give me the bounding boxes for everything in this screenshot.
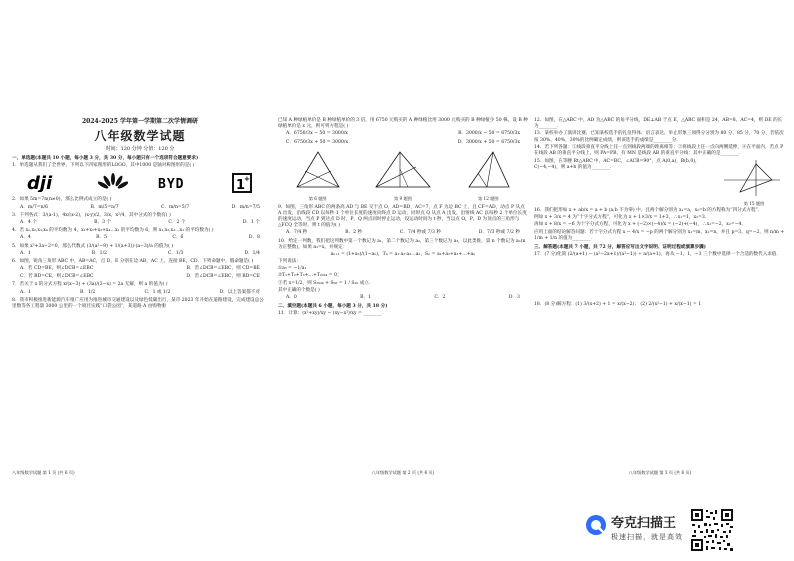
option-b: B．若∠DCB=∠EBC，则 CD=BE <box>186 266 260 272</box>
exam-page-2 <box>278 0 528 561</box>
question-16-example-2: 再如 x + 8/x = −6 为十字分式方程，可化为 x + (−2)×(−4)/x = (−2)+(−4)，∴x₁=−2，x₂=−4． <box>534 222 746 228</box>
question-5-options <box>12 251 268 257</box>
option-c: C．6 <box>172 235 184 241</box>
answer-space-17 <box>534 259 786 301</box>
question-3-options <box>12 220 268 226</box>
option-a: A．7/4 秒 <box>286 230 308 236</box>
question-11: 11．计算：(x²+xy)/xy − (xy−x²)/xy = ________． <box>278 311 387 317</box>
option-d: D．7/3 秒或 7/2 秒 <box>478 230 520 236</box>
oneplus-logo-icon <box>231 172 253 194</box>
triangle-figure-12-icon <box>463 149 513 193</box>
question-5: 5．如果 x²+3a−2=0，那么代数式 (3/(a²−9) + 1/(a+3))·(a−3)/a 的值为( ) <box>12 243 174 249</box>
figure-15-caption: 第 15 题图 <box>743 201 765 207</box>
question-8: 8．我市积极推进新能源汽车推广应用为推进城市交通建设以及绿色低碳出行，某市 2023 年开始在道路建设，完成建设总公里数等各工程量 3000 公里的一个项目实践“口袋公园”，某道路 A 由购物驱 <box>12 297 264 310</box>
question-15: 15．如图，在等腰 Rt△ABC 中，AC=BC，∠ACB=90°，点 A(0,a)，B(b,0)，C(−4,−4)，则 a+b 的值为________． <box>534 159 700 171</box>
figure-15 <box>722 158 786 207</box>
option-c: C．7/4 秒或 7/3 秒 <box>399 230 441 236</box>
option-d: D．3 <box>508 295 520 301</box>
question-10-options <box>278 295 528 301</box>
option-a: A．6750/3x − 50 = 3000/x <box>286 131 348 137</box>
question-16-example-1: 例如 x + 3/x = 4 为“十字分式方程”，可化为 x + 1×3/x = 1+3，∴x₁=1，x₂=3． <box>534 215 710 221</box>
option-d: D．8 <box>248 235 260 241</box>
svg-text:dji: dji <box>26 174 52 193</box>
page-2-footer: 八年级数学试题 第 2 页 (共 6 页) <box>371 470 435 475</box>
question-4-options <box>12 235 268 241</box>
question-8-options-row2 <box>278 140 528 146</box>
option-a: A．若 CD=BE，则∠DCB=∠EBC <box>20 266 94 272</box>
exam-title: 八年级数学试题 <box>94 129 186 144</box>
section-2-heading: 二、填空题(本题共 6 小题，每小题 3 分，共 18 分) <box>278 304 388 310</box>
figure-9 <box>372 149 434 202</box>
option-c: C．1 或 1/2 <box>144 289 171 295</box>
question-10: 10．给定一列数，我们把这列数中第一个数记为 a₁，第二个数记为 a₂，第三个数记为 a₃，以此类推，第 n 个数记为 aₙ(n 为正整数)，如果 a₁=x，并规定： <box>278 238 526 250</box>
option-d: D．1/4 <box>244 250 260 256</box>
question-14: 14．若下列各题：①线段垂直平分线上任一点到线段两端的距离相等；②将线段上任一点向两侧延伸，④在平面内，若点 P 在线段 AB 的垂直平分线上，则 PA=PB，有 MN 是线段 AB 的垂直平分线：其中正确的是________． <box>534 144 784 156</box>
question-2: 2．如果 5m=7n(n≠0)，那么比例式成立的是( ) <box>12 197 112 203</box>
option-a: A．1 <box>20 289 31 295</box>
option-c: C．1/3 <box>167 250 184 256</box>
option-b: B．3 个 <box>94 219 112 225</box>
option-d: D．以上答案都不对 <box>219 289 260 295</box>
option-d: D．m/n=7/5 <box>231 204 260 210</box>
figure-6 <box>293 149 343 202</box>
question-15-block <box>534 158 786 207</box>
figure-row <box>278 149 528 202</box>
page-3-footer: 八年级数学试题 第 3 页 (共 6 页) <box>628 470 692 475</box>
question-3: 3．下列各式：3/(a-1)，4x/(x-2)，(x-y)/2，3/x，x²/4，其中分式的个数有( ) <box>12 212 171 218</box>
question-10-item-1: ①a₃ = −1/a₁ <box>278 266 307 272</box>
question-16-ask: 应用上面的结论解答问题：若十字分式方程 x − 4/x = −p 的两个解分别为 x₁=m，x₂=n，并且 p=3，q=−2，则 n/m + 1/m + 1/n 的值为________． <box>534 229 785 241</box>
quark-logo-icon <box>585 514 607 536</box>
option-b: B．3000/x − 50 = 6750/3x <box>458 131 520 137</box>
dji-logo-icon <box>27 174 69 192</box>
section-3-heading: 三、解答题(本题共 7 小题，共 72 分，解答应写出文字说明、证明过程或演算步骤) <box>534 244 706 250</box>
question-6-options-row2 <box>12 274 268 280</box>
exam-page-3 <box>534 0 786 561</box>
triangle-figure-6-icon <box>293 149 343 193</box>
option-c: C．2 <box>434 295 446 301</box>
question-10-formula: aₙ₊₁ = (1+aₙ)/(1−aₙ)，Tₙ = a₁·a₂·a₃…aₙ，Sₙ = a₁+a₂+a₃+…+aₙ <box>330 251 476 257</box>
question-10-item-2: ②T₁+T₂+T₃+…+T₂₀₂₄ = 0； <box>278 273 342 279</box>
option-d: D．3000/x + 50 = 6750/3x <box>457 139 520 145</box>
option-b: B．1/2 <box>79 289 96 295</box>
logo-options <box>12 172 268 194</box>
option-c: C．若 BD=CE，则∠DCB=∠EBC <box>20 274 94 280</box>
option-b: B．m/5=n/7 <box>90 204 119 210</box>
option-b: B．1 <box>360 295 372 301</box>
figure-9-caption: 第 9 题图 <box>394 195 412 201</box>
question-9: 9．如图，三角形 ABC 的两条高 AD 与 BE 交于点 O，AD=BD，AC=7，点 F 为边 BC 上，且 CF=AD，动点 P 从点 A 出发，沿线段 CD 以每秒 1 个单位长度的速度向终点 D 运动，同时点 Q 从点 A 出发，沿射线 AC 以每秒 2 个单位长度的速度运动，当点 P 到达点 D 时，P，Q 两点同时停止运动，设运动时间为 t 秒，当以点 O，P，D 为顶点的三角形与△FCQ 全等时，则 t 的值为( ) <box>278 204 527 229</box>
option-c: C．2 个 <box>168 219 186 225</box>
question-6: 6．如图，锐角三角形 ABC 中，AB=AC，点 D，E 分别在边 AB，AC 上，连接 BE，CD．下列命题中，假命题是( ) <box>12 258 254 264</box>
byd-logo-icon <box>158 176 202 190</box>
question-2-options <box>12 205 268 211</box>
question-6-options-row1 <box>12 266 268 272</box>
svg-text:BYD: BYD <box>157 177 185 191</box>
question-1: 1．单选题从我们了全世界，下列以下四家图形的LOGO，其中1000 是轴对称图形的是( ) <box>12 163 195 169</box>
svg-text:+: + <box>244 175 251 184</box>
page-1-footer: 八年级数学试题 第 1 页 (共 6 页) <box>12 470 75 475</box>
huawei-logo-icon <box>98 173 128 193</box>
question-4: 4．若 x₁,x₂,x₃,x₄ 的平均数为 4，x₁+x₂+x₃+x₄…x₁ 的平均数为 6，则 x₁,x₂,x₃…x₁ 的平均数为( ) <box>12 228 214 234</box>
option-a: A．1 <box>20 250 31 256</box>
coordinate-figure-15-icon <box>722 158 782 198</box>
option-b: B．2 秒 <box>345 230 363 236</box>
qr-code-icon <box>690 508 734 552</box>
option-d: D．若∠DCB=∠EBC，则 BD=CE <box>186 274 260 280</box>
triangle-figure-9-icon <box>372 149 434 193</box>
svg-text:1: 1 <box>236 178 246 194</box>
question-8-options-row1 <box>278 131 528 137</box>
option-c: C．m/n=5/7 <box>160 204 190 210</box>
option-c: C．6750/3x + 50 = 3000/x <box>286 139 349 145</box>
question-10-list-head: 下列说法： <box>278 259 301 265</box>
question-8-continued: 已知 A 种绿植单价是 B 种绿植单价的 3 倍，用 6750 元购买的 A 种绿植比用 3000 元购买的 B 种绿植少 50 株，设 B 种绿植单价是 x 元，则可列方程是( ) <box>278 118 528 130</box>
option-a: A．0 <box>286 295 297 301</box>
figure-12 <box>463 149 513 202</box>
question-16: 16．我们把形如 x + ab/x = a + b (a,b 不为零) 中，且两个解分别为 x₁=a，x₂=b 的方程称为“四分式方程”． <box>534 207 763 213</box>
figure-6-caption: 第 6 题图 <box>308 195 327 201</box>
brand-name: 夸克扫描王 <box>611 516 677 531</box>
question-17: 17．(7 分)化简 (2/(a+1) − (a²−2a+1)/(a²−1)) ÷ a/(a+1)，再从 −1，1，−3 三个数中选择一个合适的数代入求值． <box>534 252 782 258</box>
section-1-heading: 一、单选题(本题共 10 小题，每小题 3 分，共 30 分，每小题只有一个选项符合题意要求) <box>12 156 199 162</box>
option-d: D．1 个 <box>242 219 260 225</box>
question-12: 12．如图，在△ABC 中，AD 为△ABC 的角平分线，DE⊥AB 于点 E，△ABC 面积是 24，AB=8，AC=4，则 DE 的长为________． <box>534 118 783 130</box>
exam-page-1 <box>12 0 268 561</box>
exam-year-header: 2024-2025 学年第一学期第二次学情调研 <box>82 118 198 125</box>
option-b: B．1/2 <box>91 250 108 256</box>
option-a: A．4 <box>20 235 31 241</box>
option-a: A．m/7=n/6 <box>20 204 49 210</box>
question-9-options <box>278 230 528 236</box>
question-10-tail: 其中正确的个数是( ) <box>278 287 320 293</box>
question-18: 18．(8 分)解方程：(1) 3/(x+2) + 1 = x/(x−2)； (2) 2/(x²−1) + x/(x−1) = 1 <box>534 302 702 308</box>
question-13: 13．某校举办了演讲比赛，已知某校选手的礼仪得体、语言表达、举止形象三项得分分别为 80 分，85 分，70 分，若依次按 30%，40%，30%的比例确定成绩，则该选手的成绩是________分． <box>534 131 784 143</box>
question-7-options <box>12 290 268 296</box>
question-7: 7．若关于 x 的分式方程 x/(x−3) + (3a)/(3−x) = 2a 无解，则 a 的值为( ) <box>12 282 168 288</box>
option-b: B．5 <box>96 235 108 241</box>
brand-slogan: 极速扫描，就是高效 <box>611 533 683 541</box>
exam-meta: 时间：120 分钟 分值：120 分 <box>105 146 175 153</box>
figure-12-caption: 第 12 题图 <box>478 195 499 201</box>
option-a: A．4 个 <box>20 219 37 225</box>
scanner-watermark <box>585 510 685 548</box>
question-10-item-3: ③若 x=1/2，则 S₂₀₂₄ + S₅₈ = 1 / S₂₀ 成立． <box>278 280 374 286</box>
